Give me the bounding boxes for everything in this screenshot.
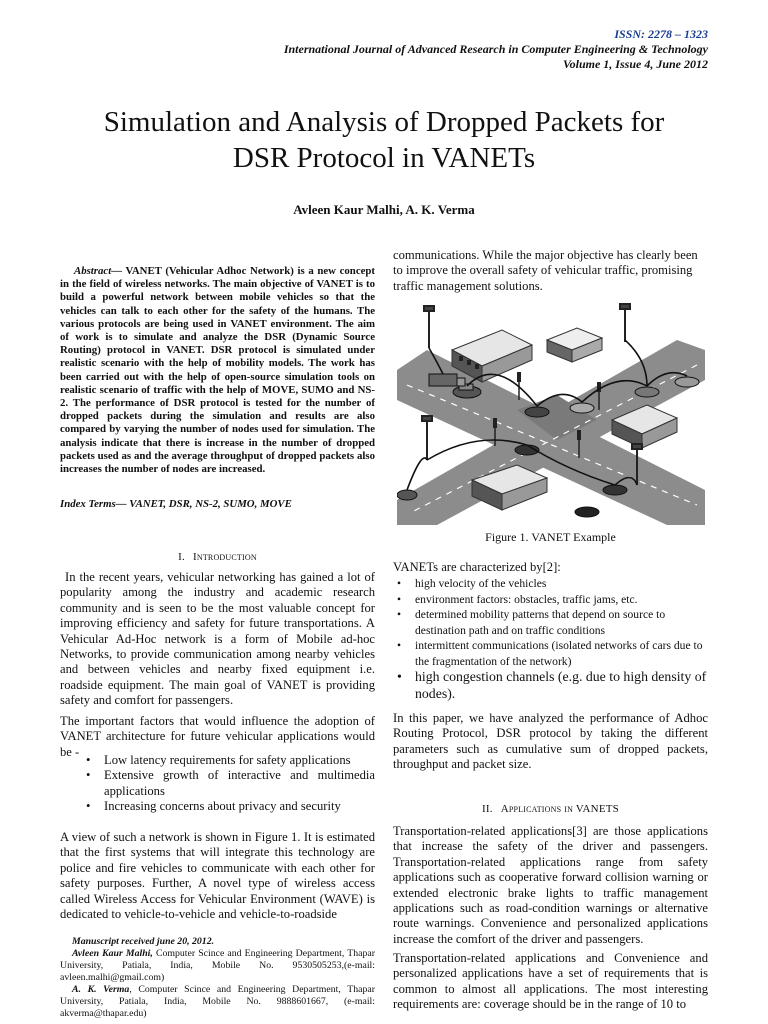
list-item: • determined mobility patterns that depend on source to destination path and on traffic conditions bbox=[393, 607, 708, 638]
footnote-author-2-name: A. K. Verma bbox=[72, 984, 130, 995]
intro-bullet-list bbox=[82, 753, 375, 815]
car-icon bbox=[603, 485, 627, 495]
paper-authors: Avleen Kaur Malhi, A. K. Verma bbox=[293, 202, 475, 217]
right-continued-paragraph: communications. While the major objective has clearly been to improve the overall safety of vehicular traffic, promising traffic management solutions. bbox=[393, 248, 698, 293]
car-icon bbox=[635, 387, 659, 397]
intro-paragraph-3: A view of such a network is shown in Figure 1. It is estimated that the first systems that will integrate this technology are police and fire vehicles to communicate with each other for safety purposes. Further, A novel type of wireless access called Wireless Access for Vehicular Environment (WAVE) is dedicated to vehicle-to-vehicle and vehicle-to-roadside bbox=[60, 830, 375, 922]
list-item: • intermittent communications (isolated networks of cars due to the fragmentation of the network) bbox=[393, 638, 708, 669]
footnote-author-1-name: Avleen Kaur Malhi, bbox=[72, 948, 153, 959]
section-title: Applications in VANETS bbox=[500, 803, 619, 815]
car-icon bbox=[675, 377, 699, 387]
applications-paragraph-2: Transportation-related applications and Convenience and personalized applications have a set of requirements that is common to almost all applications. The most interesting requirements are: coverage should be in the range of 10 to bbox=[393, 951, 708, 1012]
characteristics-list bbox=[393, 576, 708, 702]
paper-title bbox=[40, 104, 728, 176]
footnote-author-2-text: , Computer Scince and Engineering Department, Thapar University, Patiala, India, Mobile No. 9888601667, (e-mail: akverma@thapar.edu) bbox=[60, 984, 375, 1019]
section-heading-applications bbox=[393, 803, 708, 815]
abstract-text: VANET (Vehicular Adhoc Network) is a new concept in the field of wireless networks. The main objective of VANET is to build a powerful network between mobile vehicles so that the vehicles can talk to each other for the safety of the humans. The various protocols are being used in VANET environment. The aim of work is to simulate and analyze the DSR (Dynamic Source Routing) protocol in VANET. DSR protocol is simulated under realistic scenario with the help of mobility models. The work has been carried out with the help of open-source simulation tools on realistic scenario of traffic with the help of MOVE, SUMO and NS-2. The performance of DSR protocol is tested for the number of dropped packets during the simulation and results are also compared by varying the number of nodes used for simulation. The analysis indicate that there is increase in the number of dropped packets used as and the average throughput of dropped packets also increases the number of nodes are increased. bbox=[60, 265, 375, 476]
characteristics-intro: VANETs are characterized by[2]: bbox=[393, 560, 561, 574]
list-item: • high congestion channels (e.g. due to high density of nodes). bbox=[393, 669, 708, 702]
issn: ISSN: 2278 – 1323 bbox=[614, 27, 708, 41]
paper-title-line-1: Simulation and Analysis of Dropped Packets for bbox=[103, 106, 665, 138]
list-item: • Low latency requirements for safety applications bbox=[82, 753, 375, 768]
car-icon bbox=[570, 403, 594, 413]
figure-caption: Figure 1. VANET Example bbox=[485, 530, 616, 544]
car-icon bbox=[525, 407, 549, 417]
section-number: II. bbox=[482, 803, 493, 815]
footnote-author-1 bbox=[60, 948, 375, 984]
list-item: • Extensive growth of interactive and multimedia applications bbox=[82, 768, 375, 799]
abstract-label: Abstract— bbox=[74, 265, 122, 277]
applications-paragraph-1: Transportation-related applications[3] are those applications that increase the safety of the driver and passengers. Transportation-related applications range from safety applications such as cooperative forward collision warning or extended electronic brake lights to traffic management applications such as road-condition warnings or alternative route warnings. Convenience and personalized applications increase the comfort of the driver and passengers. bbox=[393, 824, 708, 946]
footnote-author-1-text: Computer Scince and Engineering Department, Thapar University, Patiala, India, Mobile No. 9530505253,(e-mail: avleen.malhi@gmail.com) bbox=[60, 948, 375, 983]
section-number: I. bbox=[178, 551, 185, 563]
vanet-figure bbox=[397, 300, 705, 525]
footnote-author-2 bbox=[60, 984, 375, 1020]
intro-paragraph-2: The important factors that would influence the adoption of VANET architecture for future vehicular applications would be - bbox=[60, 714, 375, 759]
journal-volume: Volume 1, Issue 4, June 2012 bbox=[562, 57, 708, 71]
paper-scope-paragraph: In this paper, we have analyzed the performance of Adhoc Routing Protocol, DSR protocol by taking the different parameters such as cumulative sum of dropped packets, throughput and packet size. bbox=[393, 711, 708, 772]
paper-title-line-2: DSR Protocol in VANETs bbox=[232, 142, 536, 174]
car-icon bbox=[397, 490, 417, 500]
section-heading-introduction bbox=[60, 551, 375, 563]
abstract bbox=[60, 265, 375, 476]
list-item: • environment factors: obstacles, traffic jams, etc. bbox=[393, 592, 708, 608]
section-title: Introduction bbox=[192, 551, 257, 563]
index-terms: Index Terms— VANET, DSR, NS-2, SUMO, MOVE bbox=[60, 498, 292, 510]
list-item: • Increasing concerns about privacy and security bbox=[82, 799, 375, 814]
manuscript-received: Manuscript received june 20, 2012. bbox=[72, 936, 215, 947]
intro-paragraph-1: In the recent years, vehicular networking has gained a lot of popularity among the industry and academic research community and is seen to be the most valuable concept for improving efficiency and safety for future transportations. A Vehicular Ad-Hoc network is a form of Mobile ad-hoc Networks, to provide communication among nearby vehicles and between vehicles and nearby fixed equipment i.e. roadside equipment. The main goal of VANET is providing safety and comfort for passengers. bbox=[60, 570, 375, 708]
car-icon bbox=[575, 507, 599, 517]
footnotes bbox=[60, 936, 375, 1020]
journal-name: International Journal of Advanced Research in Computer Engineering & Technology bbox=[283, 42, 708, 56]
list-item: • high velocity of the vehicles bbox=[393, 576, 708, 592]
